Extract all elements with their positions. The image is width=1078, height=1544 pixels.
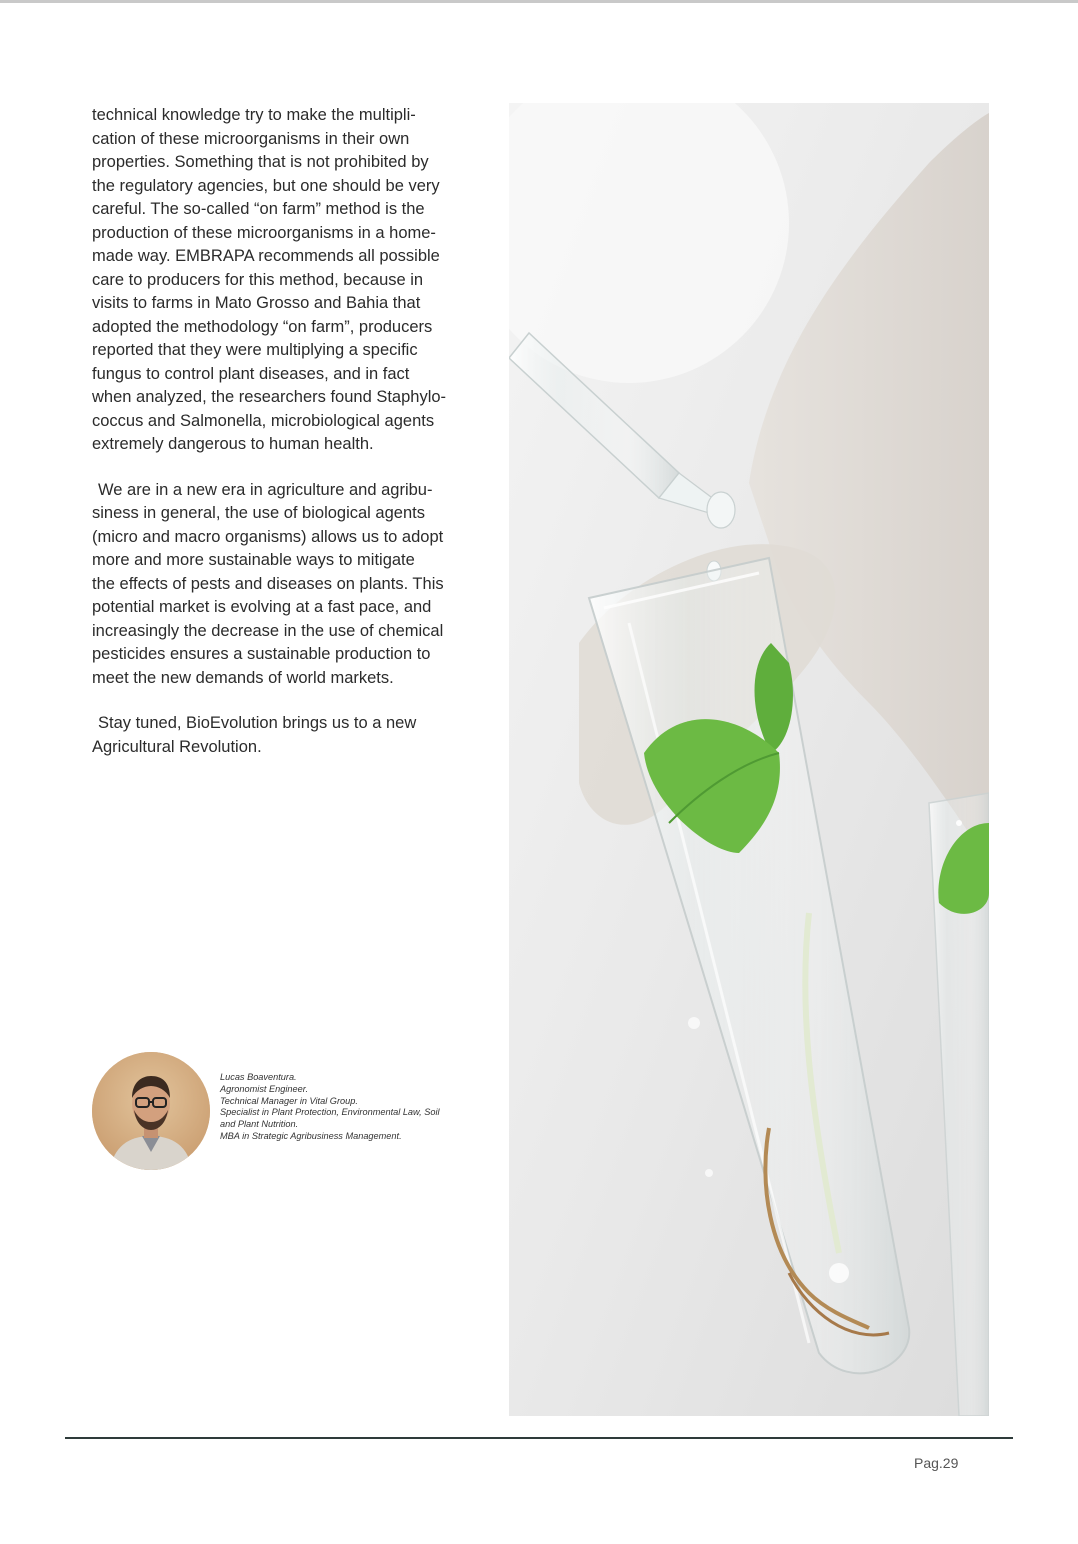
author-title: Agronomist Engineer. — [220, 1083, 309, 1094]
test-tube-illustration — [509, 103, 989, 1416]
author-bio — [220, 1072, 492, 1143]
text-line: cation of these microorganisms in their own — [92, 129, 410, 148]
text-line: made way. EMBRAPA recommends all possible — [92, 247, 440, 265]
author-portrait-image — [92, 1052, 210, 1170]
text-line: adopted the methodology “on farm”, producers — [92, 317, 433, 336]
text-line: (micro and macro organisms) allows us to adopt — [92, 527, 444, 546]
text-line: technical knowledge try to make the multipli- — [92, 106, 416, 124]
text-line: properties. Something that is not prohibited by — [92, 153, 429, 171]
text-line: careful. The so-called “on farm” method is the — [92, 200, 425, 218]
text-line: fungus to control plant diseases, and in fact — [92, 364, 410, 383]
lab-seedling-photo — [509, 103, 989, 1416]
author-role: Technical Manager in Vital Group. — [220, 1095, 358, 1106]
text-line: siness in general, the use of biological agents — [92, 504, 425, 522]
text-line: Stay tuned, BioEvolution brings us to a new — [98, 714, 417, 732]
text-line: potential market is evolving at a fast pace, and — [92, 598, 432, 616]
footer-rule — [65, 1437, 1013, 1439]
text-line: the regulatory agencies, but one should be very — [92, 176, 440, 195]
author-mba: MBA in Strategic Agribusiness Management. — [220, 1130, 402, 1141]
paragraph-3 — [92, 712, 490, 759]
page-number: Pag.29 — [914, 1455, 959, 1471]
text-line: pesticides ensures a sustainable production to — [92, 645, 431, 663]
text-line: meet the new demands of world markets. — [92, 668, 394, 687]
text-line: reported that they were multiplying a specific — [92, 341, 418, 359]
text-line: more and more sustainable ways to mitigate — [92, 551, 415, 569]
article-body — [92, 104, 490, 781]
author-specialty-cont: and Plant Nutrition. — [220, 1119, 299, 1130]
author-avatar — [92, 1052, 210, 1170]
text-line: coccus and Salmonella, microbiological agents — [92, 411, 435, 430]
top-border — [0, 0, 1078, 3]
text-line: the effects of pests and diseases on plants. This — [92, 574, 444, 593]
author-name: Lucas Boaventura. — [220, 1072, 297, 1082]
text-line: when analyzed, the researchers found Staphylo- — [92, 388, 447, 406]
paragraph-1 — [92, 104, 490, 457]
text-line: We are in a new era in agriculture and agribu- — [98, 480, 433, 499]
text-line: production of these microorganisms in a home- — [92, 223, 436, 242]
text-line: extremely dangerous to human health. — [92, 435, 374, 453]
text-line: visits to farms in Mato Grosso and Bahia that — [92, 294, 421, 312]
author-block — [92, 1052, 492, 1176]
text-line: care to producers for this method, because in — [92, 270, 424, 289]
author-specialty: Specialist in Plant Protection, Environmental Law, Soil — [220, 1107, 440, 1118]
paragraph-2 — [92, 479, 490, 691]
text-line: Agricultural Revolution. — [92, 737, 262, 756]
text-line: increasingly the decrease in the use of chemical — [92, 621, 444, 640]
